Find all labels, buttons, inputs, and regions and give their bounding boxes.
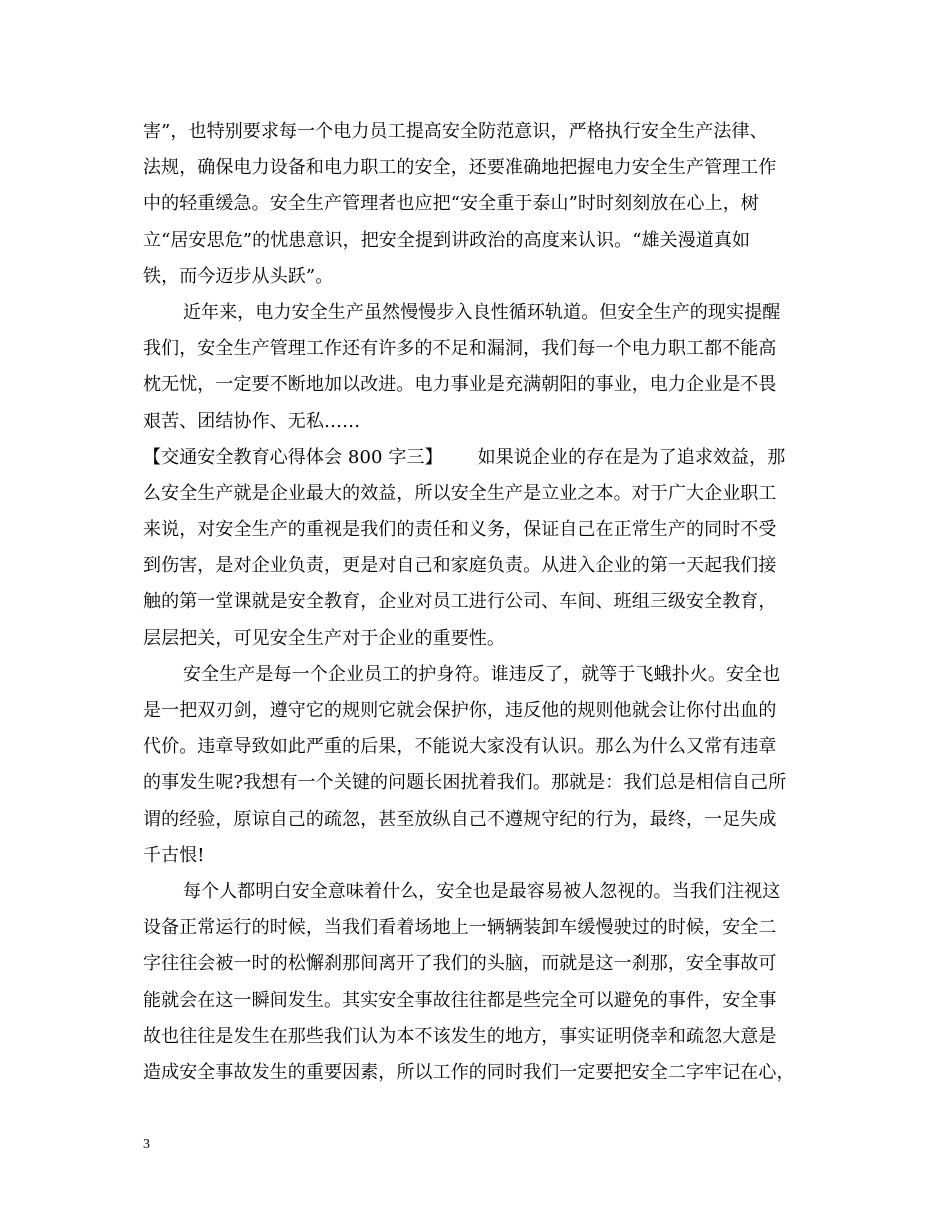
text-line: 设备正常运行的时候，当我们看着场地上一辆辆装卸车缓慢驶过的时候，安全二 [143,917,777,939]
text-line: 造成安全事故发生的重要因素，所以工作的同时我们一定要把安全二字牢记在心， [143,1061,795,1083]
text-line: 谓的经验，原谅自己的疏忽，甚至放纵自己不遵规守纪的行为，最终，一足失成 [143,808,777,830]
text-line: 法规，确保电力设备和电力职工的安全，还要准确地把握电力安全生产管理工作 [143,157,777,179]
text-line: 我们，安全生产管理工作还有许多的不足和漏洞，我们每一个电力职工都不能高 [143,338,777,360]
text-line: 代价。违章导致如此严重的后果，不能说大家没有认识。那么为什么又常有违章 [143,736,777,758]
paragraph-start-line: 安全生产是每一个企业员工的护身符。谁违反了，就等于飞蛾扑火。安全也 [183,663,781,685]
paragraph-start-line: 每个人都明白安全意味着什么，安全也是最容易被人忽视的。当我们注视这 [183,880,781,902]
text-line: 中的轻重缓急。安全生产管理者也应把“安全重于泰山”时时刻刻放在心上，树 [143,193,759,215]
page-number: 3 [143,1137,150,1152]
text-line: 铁，而今迈步从头跃”。 [143,265,334,287]
text-line: 么安全生产就是企业最大的效益，所以安全生产是立业之本。对于广大企业职工 [143,482,777,504]
text-line: 字往往会被一时的松懈刹那间离开了我们的头脑，而就是这一刹那，安全事故可 [143,953,777,975]
text-line: 层层把关，可见安全生产对于企业的重要性。 [143,627,505,649]
text-line: 的事发生呢?我想有一个关键的问题长困扰着我们。那就是：我们总是相信自己所 [143,772,787,794]
text-line: 立“居安思危”的忧患意识，把安全提到讲政治的高度来认识。“雄关漫道真如 [143,229,751,251]
body-text [143,114,819,1091]
text-line: 来说，对安全生产的重视是我们的责任和义务，保证自己在正常生产的同时不受 [143,519,777,541]
text-line: 触的第一堂课就是安全教育，企业对员工进行公司、车间、班组三级安全教育， [143,591,777,613]
text-line: 故也往往是发生在那些我们认为本不该发生的地方，事实证明侥幸和疏忽大意是 [143,1025,777,1047]
text-line: 能就会在这一瞬间发生。其实安全事故往往都是些完全可以避免的事件，安全事 [143,989,777,1011]
text-line: 千古恨! [143,844,205,866]
paragraph-start-line: 近年来，电力安全生产虽然慢慢步入良性循环轨道。但安全生产的现实提醒 [183,301,781,323]
text-line: 是一把双刃剑，遵守它的规则它就会保护你，违反他的规则他就会让你付出血的 [143,700,777,721]
text-line: 枕无忧，一定要不断地加以改进。电力事业是充满朝阳的事业，电力企业是不畏 [143,374,777,396]
text-line: 艰苦、团结协作、无私…… [143,410,361,432]
text-line: 害”，也特别要求每一个电力员工提高安全防范意识，严格执行安全生产法律、 [143,121,768,142]
text-line: 到伤害，是对企业负责，更是对自己和家庭负责。从进入企业的第一天起我们接 [143,555,777,577]
section-heading-line: 【交通安全教育心得体会 800 字三】 如果说企业的存在是为了追求效益，那 [143,446,786,468]
